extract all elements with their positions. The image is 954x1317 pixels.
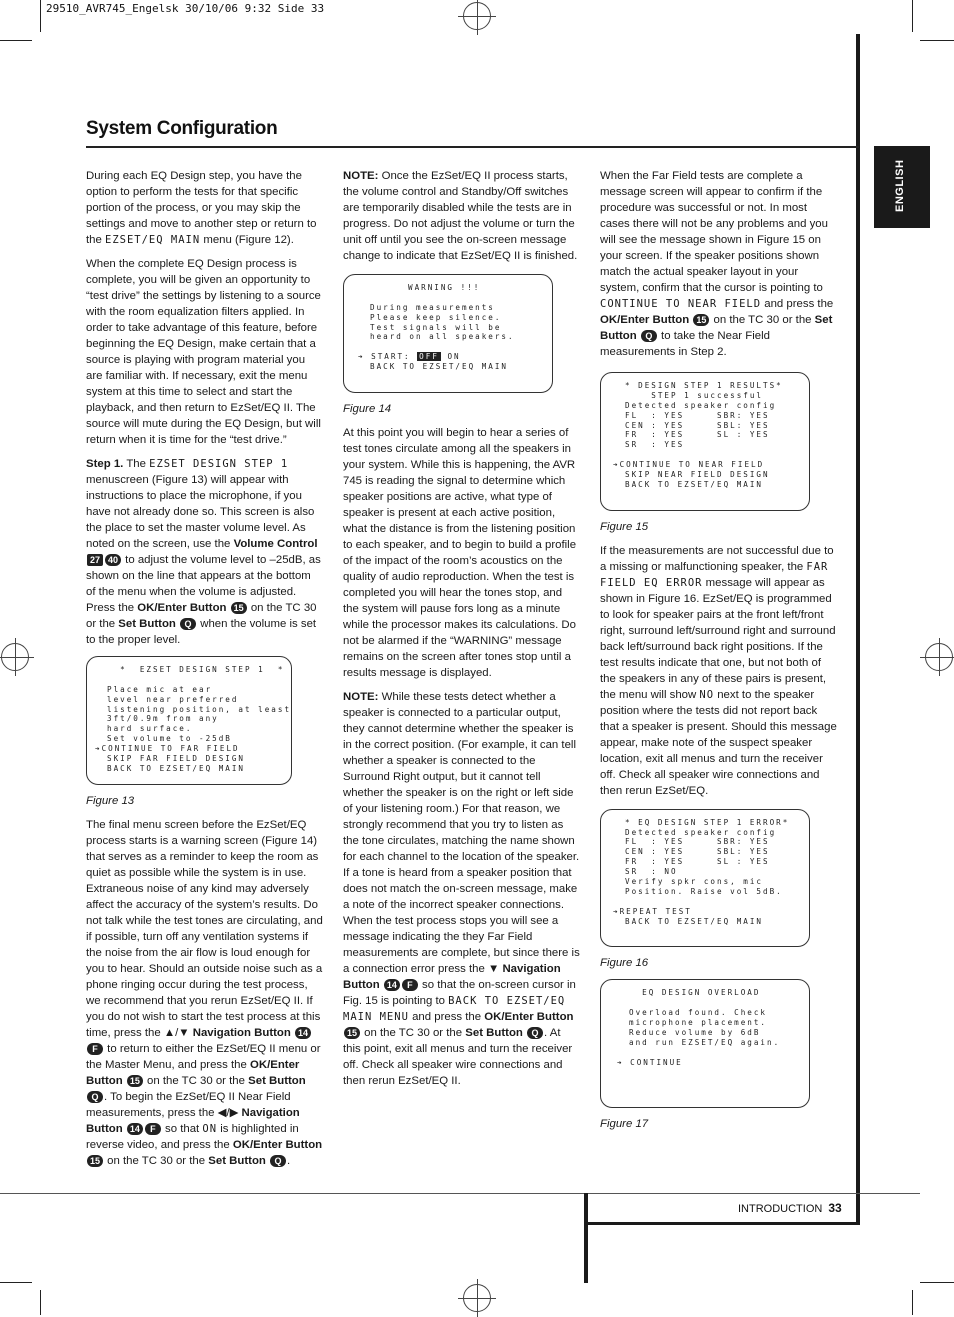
- page-footer: [738, 1201, 842, 1215]
- figure-15-screen: * DESIGN STEP 1 RESULTS* STEP 1 successful Detected speaker config FL : YES SBR: YES CEN : YES SBL: YES FR : YES SL : YES SR : YES ➔CONTINUE TO NEAR FIELD SKIP NEAR FIELD DESIGN BACK TO EZSET/EQ MAIN: [600, 372, 810, 511]
- registration-mark: [925, 643, 953, 671]
- figure-16-screen: * EQ DESIGN STEP 1 ERROR* Detected speaker config FL : YES SBR: YES CEN : YES SBL: YES FR : YES SL : YES SR : NO Verify spkr cons, mic Position. Raise vol 5dB. ➔REPEAT TEST BACK TO EZSET/EQ MAIN: [600, 809, 810, 948]
- bottom-vertical-rule: [584, 1193, 588, 1283]
- right-margin-rule: [856, 34, 860, 1224]
- paragraph: When the Far Field tests are complete a message screen will appear to confirm if the procedure was successful or not. In most cases there will not be any problems and you will see the message shown in Figure 15 on your screen. If the speaker positions shown match the actual speaker layout in your system, confirm that the cursor is pointing to CONTINUE TO NEAR FIELD and press the OK/Enter Button 15 on the TC 30 or the Set Button Q to take the Near Field measurements in Step 2.: [600, 170, 834, 358]
- footer-rule: [586, 1222, 860, 1225]
- figure-17-screen: EQ DESIGN OVERLOAD Overload found. Check microphone placement. Reduce volume by 6dB and run EZSET/EQ again. ➔ CONTINUE: [600, 979, 810, 1108]
- bottom-rule: [0, 1193, 920, 1194]
- figure-14-screen: WARNING !!! During measurements Please keep silence. Test signals will be heard on all speakers. ➔ START: OFF ON BACK TO EZSET/EQ MAIN: [343, 274, 553, 393]
- figure-caption: Figure 13: [86, 794, 135, 807]
- language-tab: [874, 146, 930, 228]
- language-tab-label: ENGLISH: [894, 159, 906, 212]
- registration-mark: [1, 643, 29, 671]
- crop-mark: [912, 1290, 913, 1315]
- figure-caption: Figure 15: [600, 520, 649, 533]
- title-rule: [86, 146, 859, 148]
- crop-mark: [912, 0, 913, 32]
- crop-mark: [0, 40, 32, 41]
- cursor-arrow-icon: ➔: [613, 460, 620, 470]
- crop-mark: [40, 0, 41, 32]
- figure-caption: Figure 17: [600, 1118, 649, 1131]
- crop-mark: [40, 1290, 41, 1315]
- column-2: [343, 168, 580, 1097]
- paragraph: When the complete EQ Design process is complete, you will be given an opportunity to “test drive” the settings by listening to a source with the room equalization filters applied. In order to take advantage of this feature, before beginning the EQ Design, make certain that a source is playing with program material you are familiar with. If necessary, exit the menu system at this time to select and start the playback, and then return to EzSet/EQ II. The source will mute during the EQ Design, but will return when it is time for the “test drive.”: [86, 258, 321, 446]
- registration-mark: [463, 1284, 491, 1312]
- crop-mark: [920, 1282, 954, 1283]
- column-3: [600, 168, 837, 1140]
- page-title: System Configuration: [86, 118, 278, 139]
- paragraph: During each EQ Design step, you have the option to perform the tests for that specific portion of the process, or you may skip the settings and move to another step or return to the EZSET/EQ MAIN menu (Figure 12).: [86, 170, 317, 246]
- registration-mark: [463, 2, 491, 30]
- print-slug: 29510_AVR745_Engelsk 30/10/06 9:32 Side 33: [46, 2, 325, 15]
- paragraph: NOTE: While these tests detect whether a speaker is connected to a particular output, they cannot determine whether the speaker is in the correct position. (For example, it can tell whether a speaker is connected to the Surround Right output, but it cannot tell whether the speaker is on the right or left side of your listening room.) For that reason, we strongly recommend that you try to listen as the tone circulates, matching the name shown for each channel to the location of the speaker. If a tone is heard from a speaker position that does not match the on-screen message, make a note of the incorrect speaker connections. When the test process stops you will see a message indicating the they Far Field measurements are complete, but since there is a connection error press the ▼ Navigation Button 14 F so that the on-screen cursor in Fig. 15 is pointing to BACK TO EZSET/EQ MAIN MENU and press the OK/Enter Button 15 on the TC 30 or the Set Button Q . At this point, exit all menus and turn the receiver off. Check all speaker wire connections and then rerun EzSet/EQ II.: [343, 690, 580, 1087]
- page-number: 33: [828, 1201, 842, 1215]
- paragraph: The final menu screen before the EzSet/EQ process starts is a warning screen (Figure 14) that serves as a reminder to keep the room as quiet as possible while the system is in use. Extraneous noise of any kind may adversely affect the accuracy of the system’s results. Do not talk while the test tones are circulating, and if possible, turn off any ventilation systems if the noise from the air flow is loud enough for you to hear. Should an outside noise such as a phone ringing occur during the test process, we recommend that you rerun EzSet/EQ II. If you do not wish to start the test process at this time, press the ▲/▼ Navigation Button 14F to return to either the EzSet/EQ II menu or the Master Menu, and press the OK/Enter Button 15 on the TC 30 or the Set Button Q . To begin the EzSet/EQ II Near Field measurements, press the ◀/▶ Navigation Button 14 F so that ON is highlighted in reverse video, and press the OK/Enter Button 15 on the TC 30 or the Set Button Q .: [86, 818, 323, 1167]
- cursor-arrow-icon: ➔: [95, 744, 102, 754]
- cursor-arrow-icon: ➔: [358, 352, 365, 362]
- paragraph: At this point you will begin to hear a series of test tones circulate among all the speakers in your system. While this is happening, the AVR 745 is reading the signal to determine which speaker positions are active, what type of speaker is present at each active position, what the distance is from the listening position to each speaker, and to begin to build a profile of the impact of the room’s acoustics on the quality of audio reproduction. When the test is completed you will hear the tones stop, and the system will pause fors long as a minute while the processor makes its calculations. Do not be alarmed if the “WARNING” message remains on the screen after tones stop until a results message is displayed.: [343, 426, 577, 679]
- figure-caption: Figure 14: [343, 402, 392, 415]
- crop-mark: [0, 1282, 32, 1283]
- paragraph: NOTE: Once the EzSet/EQ II process starts, the volume control and Standby/Off switches are temporarily disabled while the tests are in progress. Do not adjust the volume or turn the unit off until you see the on-screen message change to indicate that EzSet/EQ II is finished.: [343, 170, 578, 262]
- cursor-arrow-icon: ➔: [617, 1057, 624, 1067]
- column-1: [86, 168, 323, 1177]
- paragraph: Step 1. The EZSET DESIGN STEP 1 menuscreen (Figure 13) will appear with instructions to place the microphone, if you have not already done so. This screen is also the place to set the master volume level. As noted on the screen, use the Volume Control 27 40 to adjust the volume level to –25dB, as shown on the line that appears at the bottom of the menu when the volume is adjusted. Press the OK/Enter Button 15 on the TC 30 or the Set Button Q when the volume is set to the proper level.: [86, 458, 321, 646]
- crop-mark: [920, 40, 954, 41]
- on-option: ON: [447, 352, 461, 362]
- cursor-arrow-icon: ➔: [613, 906, 620, 916]
- off-option: OFF: [419, 352, 439, 362]
- footer-section: INTRODUCTION: [738, 1203, 823, 1215]
- figure-13-screen: * EZSET DESIGN STEP 1 * Place mic at ear level near preferred listening position, at least 3ft/0.9m from any hard surface. Set volume to -25dB ➔CONTINUE TO FAR FIELD SKIP FAR FIELD DESIGN BACK TO EZSET/EQ MAIN: [86, 656, 292, 785]
- paragraph: If the measurements are not successful due to a missing or malfunctioning speaker, the FAR FIELD EQ ERROR message will appear as shown in Figure 16. EzSet/EQ is programmed to look for speaker pairs at the front left/front right, surround left/surround right and surround back left/surround back right positions. If the test results indicate that one, but not both of the speakers in any of these pairs is present, the menu will show NO next to the speaker position where the tests did not report back that a speaker is present. Should this message appear, make note of the suspect speaker location, exit all menus and turn the receiver off. Check all speaker wire connections and then rerun EzSet/EQ.: [600, 544, 837, 797]
- figure-caption: Figure 16: [600, 957, 649, 970]
